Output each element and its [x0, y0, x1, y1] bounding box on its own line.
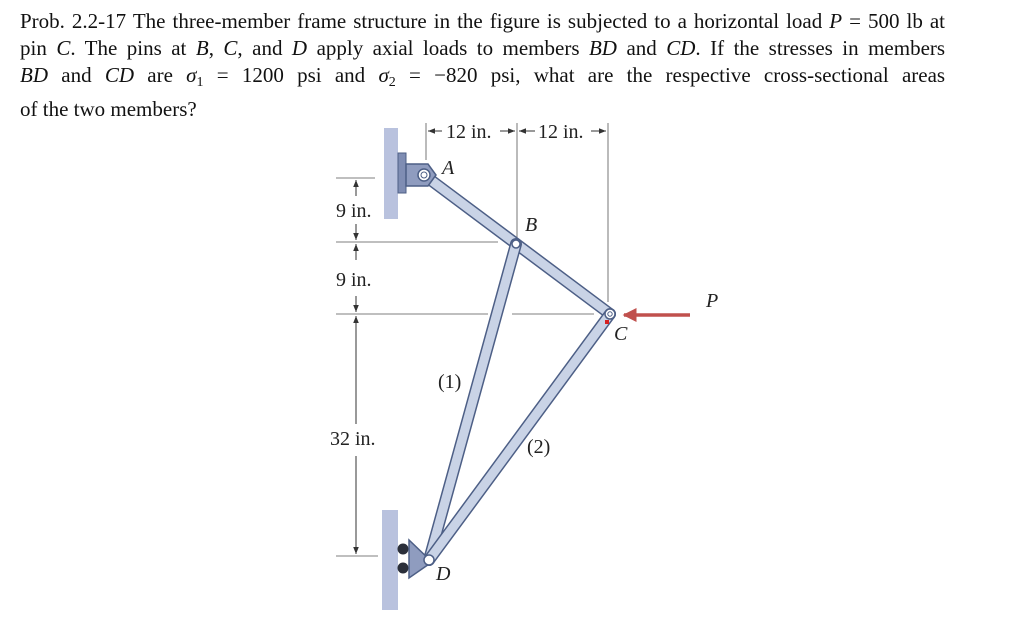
pin-b — [512, 240, 520, 248]
dim-top-right: 12 in. — [538, 121, 584, 143]
dim-left-1: 9 in. — [336, 200, 372, 222]
label-member-2: (2) — [527, 436, 551, 458]
label-c: C — [614, 323, 628, 345]
pin-c — [605, 309, 615, 319]
roller-top — [398, 544, 409, 555]
member-1 — [429, 244, 516, 560]
label-member-1: (1) — [438, 371, 462, 393]
pin-a — [418, 169, 430, 181]
sigma-2: $\sigma_2$ — [378, 63, 396, 90]
label-p: P — [706, 290, 719, 312]
roller-bottom — [398, 563, 409, 574]
sigma-1: $\sigma_1$ — [186, 63, 204, 90]
problem-number: Prob. 2.2-17 — [20, 9, 127, 33]
lower-wall — [382, 510, 398, 610]
pin-d — [424, 555, 434, 565]
label-a: A — [442, 157, 455, 179]
label-d: D — [436, 563, 451, 585]
extension-lines — [336, 123, 608, 556]
problem-line-3: BD and CD are $\sigma_1 = 1200$ psi and $\sigma_2 = -820$ psi, what are the respective cross-sectional areas — [20, 63, 946, 90]
label-b: B — [525, 214, 538, 236]
dim-left-2: 9 in. — [336, 269, 372, 291]
problem-line-2: pin C. The pins at B, C, and D apply axial loads to members BD and CD. If the stresses in members — [20, 36, 946, 60]
problem-line-4: of the two members? — [20, 97, 197, 121]
upper-wall — [384, 128, 398, 219]
member-2 — [429, 314, 610, 560]
problem-line-1: Prob. 2.2-17 The three-member frame structure in the figure is subjected to a horizontal load P = 500 lb at — [20, 9, 945, 33]
pin-c-marker — [605, 320, 609, 324]
dim-left-3: 32 in. — [330, 428, 376, 450]
dim-top-left: 12 in. — [446, 121, 492, 143]
